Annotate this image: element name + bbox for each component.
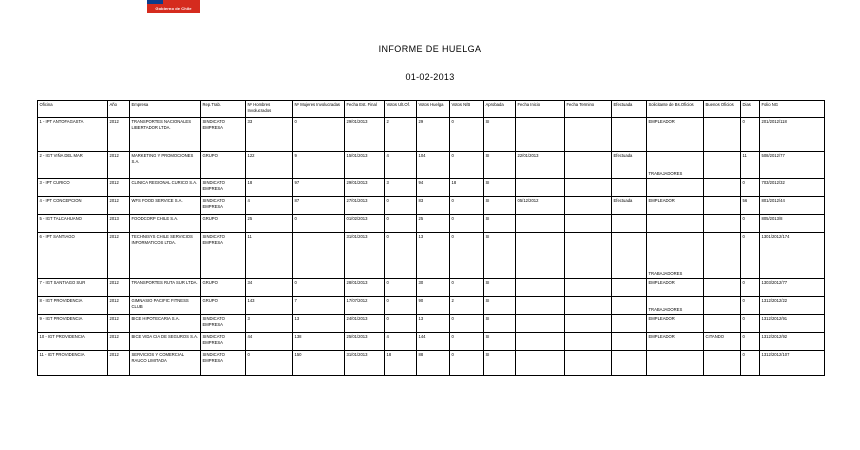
table-cell: [704, 233, 741, 279]
table-cell: 138: [293, 333, 345, 351]
table-cell: 6 - IPT SANTIAGO: [38, 233, 108, 279]
table-cell: SI: [484, 215, 516, 233]
table-cell: GRUPO: [201, 152, 246, 179]
table-cell: TRABAJADORES: [647, 297, 704, 315]
table-cell: EMPLEADOR: [647, 279, 704, 297]
table-cell: 29/01/2013: [345, 118, 385, 152]
table-cell: [516, 179, 565, 197]
table-cell: 0: [246, 351, 293, 376]
table-cell: 2012: [108, 118, 130, 152]
table-cell: [647, 215, 704, 233]
table-cell: TRABAJADORES: [647, 233, 704, 279]
table-cell: EMPLEADOR: [647, 118, 704, 152]
table-cell: 1312/2012/107: [760, 351, 825, 376]
table-cell: GRUPO: [201, 297, 246, 315]
column-header: Votos N/B: [450, 101, 484, 118]
table-cell: [612, 118, 647, 152]
table-cell: [704, 351, 741, 376]
table-row: [38, 197, 825, 215]
table-cell: EMPLEADOR: [647, 197, 704, 215]
table-cell: SI: [484, 118, 516, 152]
table-cell: 13: [417, 315, 450, 333]
column-header: Rep.Trab.: [201, 101, 246, 118]
table-cell: [565, 152, 612, 179]
table-row: [38, 315, 825, 333]
table-cell: 801/2012/44: [760, 197, 825, 215]
table-cell: 2013: [108, 215, 130, 233]
table-cell: 10 - IGT PROVIDENCIA: [38, 333, 108, 351]
table-cell: 0: [385, 297, 417, 315]
table-cell: 3: [385, 179, 417, 197]
table-cell: [516, 333, 565, 351]
table-cell: 05/12/2012: [516, 197, 565, 215]
table-cell: 1312/2012/22: [760, 297, 825, 315]
table-cell: 13: [293, 315, 345, 333]
table-cell: 0: [741, 351, 760, 376]
table-cell: [704, 118, 741, 152]
table-cell: [612, 315, 647, 333]
table-cell: SINDICATO EMPRESA: [201, 351, 246, 376]
table-cell: 29/01/2013: [345, 179, 385, 197]
column-header: Empresa: [130, 101, 201, 118]
table-cell: 2: [385, 118, 417, 152]
table-cell: 0: [385, 279, 417, 297]
table-cell: 2012: [108, 297, 130, 315]
table-cell: 0: [741, 233, 760, 279]
table-cell: 2012: [108, 333, 130, 351]
table-cell: 87: [293, 197, 345, 215]
table-cell: WFS FOOD SERVICE S.A.: [130, 197, 201, 215]
table-cell: GRUPO: [201, 215, 246, 233]
table-cell: 2012: [108, 233, 130, 279]
column-header: Nº Hombres Involucrados: [246, 101, 293, 118]
table-cell: SINDICATO EMPRESA: [201, 179, 246, 197]
table-cell: [516, 315, 565, 333]
table-cell: 0: [741, 118, 760, 152]
table-cell: 0: [385, 315, 417, 333]
table-header-row: [38, 101, 825, 118]
table-cell: 150: [293, 351, 345, 376]
table-cell: 31/01/2013: [345, 233, 385, 279]
table-cell: 7 - IGT SANTIAGO SUR: [38, 279, 108, 297]
table-cell: 34: [246, 279, 293, 297]
table-cell: 2012: [108, 152, 130, 179]
table-cell: CLINICA REGIONAL CURICO S.A.: [130, 179, 201, 197]
table-cell: SI: [484, 279, 516, 297]
table-cell: 3 - IPT CURICO: [38, 179, 108, 197]
table-cell: [565, 118, 612, 152]
table-cell: GIMNASIO PACIFIC FITNESS CLUB: [130, 297, 201, 315]
table-cell: 0: [385, 233, 417, 279]
table-cell: 2012: [108, 179, 130, 197]
table-cell: 122: [246, 152, 293, 179]
table-cell: SI: [484, 179, 516, 197]
table-cell: 28/01/2013: [345, 279, 385, 297]
table-cell: 2012: [108, 279, 130, 297]
table-cell: 56: [741, 197, 760, 215]
table-cell: 18: [450, 179, 484, 197]
table-cell: 7: [293, 297, 345, 315]
table-cell: 0: [450, 197, 484, 215]
table-row: [38, 279, 825, 297]
table-row: [38, 118, 825, 152]
table-cell: [647, 179, 704, 197]
table-cell: [612, 351, 647, 376]
table-cell: [612, 297, 647, 315]
table-cell: 94: [417, 179, 450, 197]
table-cell: 0: [293, 215, 345, 233]
table-cell: 25/01/2013: [345, 333, 385, 351]
table-cell: 90: [417, 297, 450, 315]
table-cell: 8 - IGT PROVIDENCIA: [38, 297, 108, 315]
table-cell: [704, 197, 741, 215]
table-cell: 15/01/2013: [345, 152, 385, 179]
column-header: Buenos Oficios: [704, 101, 741, 118]
table-cell: 25: [417, 215, 450, 233]
table-row: [38, 179, 825, 197]
table-row: [38, 233, 825, 279]
table-cell: [647, 351, 704, 376]
table-cell: 88: [417, 351, 450, 376]
table-cell: 13: [417, 233, 450, 279]
table-row: [38, 297, 825, 315]
table-cell: TRANSPORTES RUTA SUR LTDA.: [130, 279, 201, 297]
table-cell: SI: [484, 351, 516, 376]
table-cell: 0: [741, 297, 760, 315]
table-cell: SINDICATO EMPRESA: [201, 315, 246, 333]
table-cell: 11 - IGT PROVIDENCIA: [38, 351, 108, 376]
column-header: Fecha Inicio: [516, 101, 565, 118]
table-cell: [516, 233, 565, 279]
table-cell: 0: [450, 315, 484, 333]
table-cell: TRANSPORTES NACIONALES LIBERTADOR LTDA.: [130, 118, 201, 152]
table-cell: 2: [450, 297, 484, 315]
table-row: [38, 215, 825, 233]
table-cell: 0: [741, 279, 760, 297]
table-cell: SI: [484, 315, 516, 333]
table-cell: 0: [293, 118, 345, 152]
table-cell: 27/01/2013: [345, 197, 385, 215]
table-cell: 0: [450, 333, 484, 351]
table-cell: SI: [484, 333, 516, 351]
table-cell: 18: [385, 351, 417, 376]
table-cell: BICE HIPOTECARIA S.A.: [130, 315, 201, 333]
table-cell: BICE VIDA CIA DE SEGUROS S.A.: [130, 333, 201, 351]
table-cell: 0: [741, 215, 760, 233]
table-cell: [704, 315, 741, 333]
column-header: Efectuada: [612, 101, 647, 118]
table-cell: 30: [417, 279, 450, 297]
table-cell: 17/07/2012: [345, 297, 385, 315]
table-cell: 11: [246, 233, 293, 279]
table-cell: 2012: [108, 351, 130, 376]
table-cell: 4 - IPT CONCEPCION: [38, 197, 108, 215]
table-cell: 0: [450, 118, 484, 152]
column-header: Votos Huelga: [417, 101, 450, 118]
table-cell: 703/2012/32: [760, 179, 825, 197]
table-cell: 0: [293, 279, 345, 297]
table-cell: GRUPO: [201, 279, 246, 297]
table-cell: 2012: [108, 197, 130, 215]
table-cell: 0: [450, 351, 484, 376]
table-row: [38, 333, 825, 351]
table-cell: SINDICATO EMPRESA: [201, 233, 246, 279]
table-cell: 0: [741, 333, 760, 351]
strike-report-table: [37, 100, 825, 376]
table-cell: 1312/2012/92: [760, 333, 825, 351]
column-header: Nº Mujeres Involucradas: [293, 101, 345, 118]
table-cell: [704, 152, 741, 179]
table-cell: SERVICIOS Y COMERCIAL RAUCO LIMITADA: [130, 351, 201, 376]
table-cell: Efectuada: [612, 197, 647, 215]
table-cell: 4: [385, 152, 417, 179]
table-cell: TRABAJADORES: [647, 152, 704, 179]
table-cell: 4: [385, 333, 417, 351]
gobierno-logo: [147, 0, 200, 13]
table-cell: [565, 333, 612, 351]
column-header: Oficina: [38, 101, 108, 118]
table-cell: FOODCORP CHILE S.A.: [130, 215, 201, 233]
table-cell: 4: [246, 197, 293, 215]
table-cell: SI: [484, 233, 516, 279]
table-cell: [293, 233, 345, 279]
table-cell: 18: [246, 179, 293, 197]
table-cell: SINDICATO EMPRESA: [201, 333, 246, 351]
table-cell: 2012: [108, 315, 130, 333]
logo-text: Gobierno de Chile: [147, 4, 200, 13]
report-date: 01-02-2013: [405, 72, 455, 82]
table-cell: 33: [246, 118, 293, 152]
table-cell: SI: [484, 197, 516, 215]
table-cell: [612, 279, 647, 297]
table-cell: TECHNISYS CHILE SERVICIOS INFORMATICOS LTDA.: [130, 233, 201, 279]
table-cell: [565, 279, 612, 297]
table-cell: [704, 297, 741, 315]
table-cell: 104: [417, 152, 450, 179]
table-cell: [516, 215, 565, 233]
table-cell: 83: [417, 197, 450, 215]
table-cell: 44: [246, 333, 293, 351]
table-cell: [516, 297, 565, 315]
table-cell: [565, 233, 612, 279]
column-header: Aprobada: [484, 101, 516, 118]
table-cell: [612, 179, 647, 197]
table-cell: EMPLEADOR: [647, 315, 704, 333]
table-cell: 25: [246, 215, 293, 233]
table-cell: 0: [385, 197, 417, 215]
table-cell: 201/2012/118: [760, 118, 825, 152]
table-cell: 143: [246, 297, 293, 315]
table-cell: 97: [293, 179, 345, 197]
table-cell: 0: [741, 315, 760, 333]
table-cell: 144: [417, 333, 450, 351]
table-cell: 0: [450, 279, 484, 297]
table-cell: Efectuada: [612, 152, 647, 179]
table-cell: [565, 215, 612, 233]
table-cell: 0: [450, 233, 484, 279]
table-cell: [516, 279, 565, 297]
table-cell: MARKETING Y PROMOCIONES S.A.: [130, 152, 201, 179]
table-cell: [565, 179, 612, 197]
column-header: Año: [108, 101, 130, 118]
table-cell: [612, 215, 647, 233]
table-cell: 0: [450, 215, 484, 233]
table-cell: [565, 297, 612, 315]
table-cell: 0: [741, 179, 760, 197]
table-cell: 1303/2012/77: [760, 279, 825, 297]
table-cell: [704, 215, 741, 233]
table-cell: 1312/2012/91: [760, 315, 825, 333]
table-cell: [565, 197, 612, 215]
table-cell: 01/02/2013: [345, 215, 385, 233]
table-cell: SINDICATO EMPRESA: [201, 197, 246, 215]
table-row: [38, 351, 825, 376]
table-cell: 0: [385, 215, 417, 233]
report-title: INFORME DE HUELGA: [378, 44, 482, 54]
table-cell: 508/2012/77: [760, 152, 825, 179]
column-header: Dias: [741, 101, 760, 118]
table-cell: 22/01/2013: [516, 152, 565, 179]
table-cell: 805/2013/8: [760, 215, 825, 233]
table-cell: [612, 233, 647, 279]
table-cell: [704, 179, 741, 197]
table-cell: [565, 315, 612, 333]
table-cell: SINDICATO EMPRESA: [201, 118, 246, 152]
table-cell: [612, 333, 647, 351]
table-cell: 29: [417, 118, 450, 152]
table-cell: 9: [293, 152, 345, 179]
table-cell: CITANDO: [704, 333, 741, 351]
table-cell: [516, 118, 565, 152]
table-cell: 11: [741, 152, 760, 179]
table-row: [38, 152, 825, 179]
column-header: Folio NG: [760, 101, 825, 118]
table-cell: [565, 351, 612, 376]
table-cell: 3: [246, 315, 293, 333]
table-cell: SI: [484, 152, 516, 179]
column-header: Fecha Termino: [565, 101, 612, 118]
table-cell: 31/01/2013: [345, 351, 385, 376]
table-cell: [704, 279, 741, 297]
table-cell: SI: [484, 297, 516, 315]
table-cell: 5 - IGT TALCAHUANO: [38, 215, 108, 233]
table-cell: 1 - IPT ANTOFAGASTA: [38, 118, 108, 152]
column-header: Fecha Est. Final: [345, 101, 385, 118]
table-cell: 0: [450, 152, 484, 179]
column-header: Votos Ult.Of.: [385, 101, 417, 118]
table-cell: [516, 351, 565, 376]
table-cell: 1301/2012/174: [760, 233, 825, 279]
table-cell: EMPLEADOR: [647, 333, 704, 351]
column-header: Solicitante de Bs.Oficios: [647, 101, 704, 118]
table-cell: 24/01/2013: [345, 315, 385, 333]
table-cell: 2 - IGT VIÑA DEL MAR: [38, 152, 108, 179]
table-cell: 9 - IGT PROVIDENCIA: [38, 315, 108, 333]
